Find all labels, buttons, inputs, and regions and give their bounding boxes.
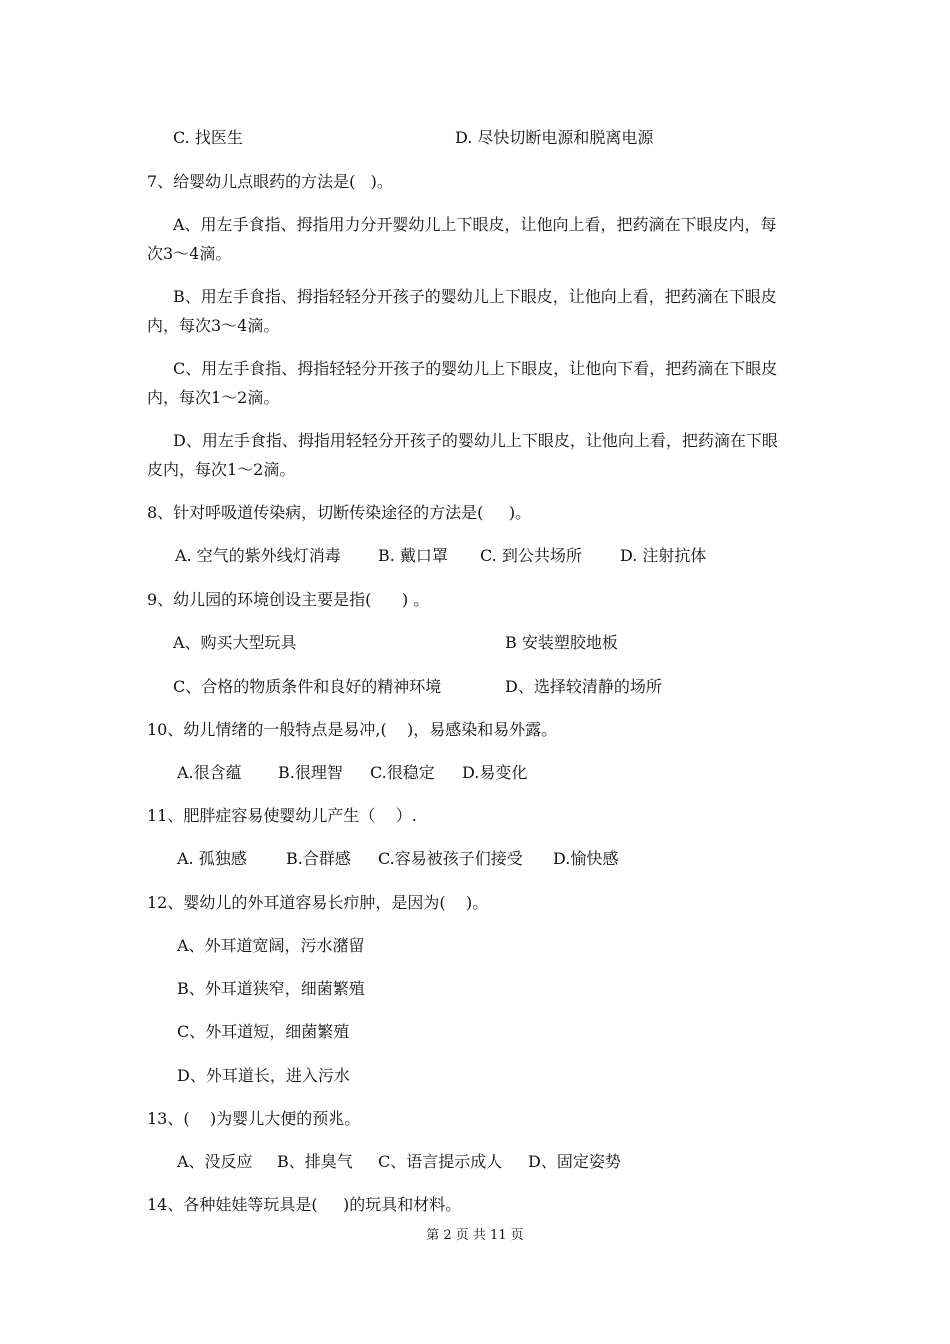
q8-option-d: D. 注射抗体 (620, 546, 707, 565)
q10-option-d: D.易变化 (462, 763, 528, 782)
q9-question: 9、幼儿园的环境创设主要是指( ) 。 (147, 590, 430, 609)
q6-option-d: D. 尽快切断电源和脱离电源 (455, 128, 654, 147)
q11-option-a: A. 孤独感 (177, 849, 247, 868)
q12-option-a: A、外耳道宽阔，污水潴留 (177, 936, 365, 955)
q6-option-c: C. 找医生 (173, 128, 243, 147)
q9-option-a: A、购买大型玩具 (173, 633, 297, 652)
q13-option-c: C、语言提示成人 (378, 1152, 503, 1171)
q8-option-a: A. 空气的紫外线灯消毒 (175, 546, 341, 565)
q7-option-c-line2: 内，每次1～2滴。 (147, 388, 280, 407)
q12-option-b: B、外耳道狭窄，细菌繁殖 (177, 979, 365, 998)
q7-question: 7、给婴幼儿点眼药的方法是( )。 (147, 172, 393, 191)
q12-question: 12、婴幼儿的外耳道容易长疖肿，是因为( )。 (147, 893, 489, 912)
q10-option-c: C.很稳定 (370, 763, 435, 782)
q13-question: 13、( )为婴儿大便的预兆。 (147, 1109, 361, 1128)
q13-option-d: D、固定姿势 (528, 1152, 621, 1171)
q7-option-b-line2: 内，每次3～4滴。 (147, 316, 280, 335)
q7-option-a-line2: 次3～4滴。 (147, 244, 232, 263)
q8-option-c: C. 到公共场所 (480, 546, 582, 565)
q7-option-c-line1: C、用左手食指、拇指轻轻分开孩子的婴幼儿上下眼皮，让他向下看，把药滴在下眼皮 (173, 359, 778, 378)
page-number-footer: 第 2 页 共 11 页 (426, 1228, 524, 1243)
q12-option-c: C、外耳道短，细菌繁殖 (177, 1022, 350, 1041)
q13-option-a: A、没反应 (177, 1152, 253, 1171)
q10-option-a: A.很含蕴 (177, 763, 242, 782)
q14-question: 14、各种娃娃等玩具是( )的玩具和材料。 (147, 1195, 462, 1214)
q7-option-b-line1: B、用左手食指、拇指轻轻分开孩子的婴幼儿上下眼皮，让他向上看，把药滴在下眼皮 (173, 287, 777, 306)
q9-option-b: B 安装塑胶地板 (505, 633, 618, 652)
q7-option-d-line2: 皮内，每次1～2滴。 (147, 460, 296, 479)
q10-question: 10、幼儿情绪的一般特点是易冲,( )，易感染和易外露。 (147, 720, 558, 739)
q8-option-b: B. 戴口罩 (378, 546, 448, 565)
q13-option-b: B、排臭气 (277, 1152, 353, 1171)
q11-option-d: D.愉快感 (553, 849, 619, 868)
q11-option-b: B.合群感 (286, 849, 351, 868)
q10-option-b: B.很理智 (278, 763, 343, 782)
q11-option-c: C.容易被孩子们接受 (378, 849, 523, 868)
q7-option-d-line1: D、用左手食指、拇指用轻轻分开孩子的婴幼儿上下眼皮，让他向上看，把药滴在下眼 (173, 431, 778, 450)
q8-question: 8、针对呼吸道传染病，切断传染途径的方法是( )。 (147, 503, 532, 522)
q7-option-a-line1: A、用左手食指、拇指用力分开婴幼儿上下眼皮，让他向上看，把药滴在下眼皮内，每 (173, 215, 777, 234)
q12-option-d: D、外耳道长，进入污水 (177, 1066, 350, 1085)
q9-option-d: D、选择较清静的场所 (505, 677, 662, 696)
q11-question: 11、肥胖症容易使婴幼儿产生（ ）. (147, 806, 417, 825)
q9-option-c: C、合格的物质条件和良好的精神环境 (173, 677, 442, 696)
